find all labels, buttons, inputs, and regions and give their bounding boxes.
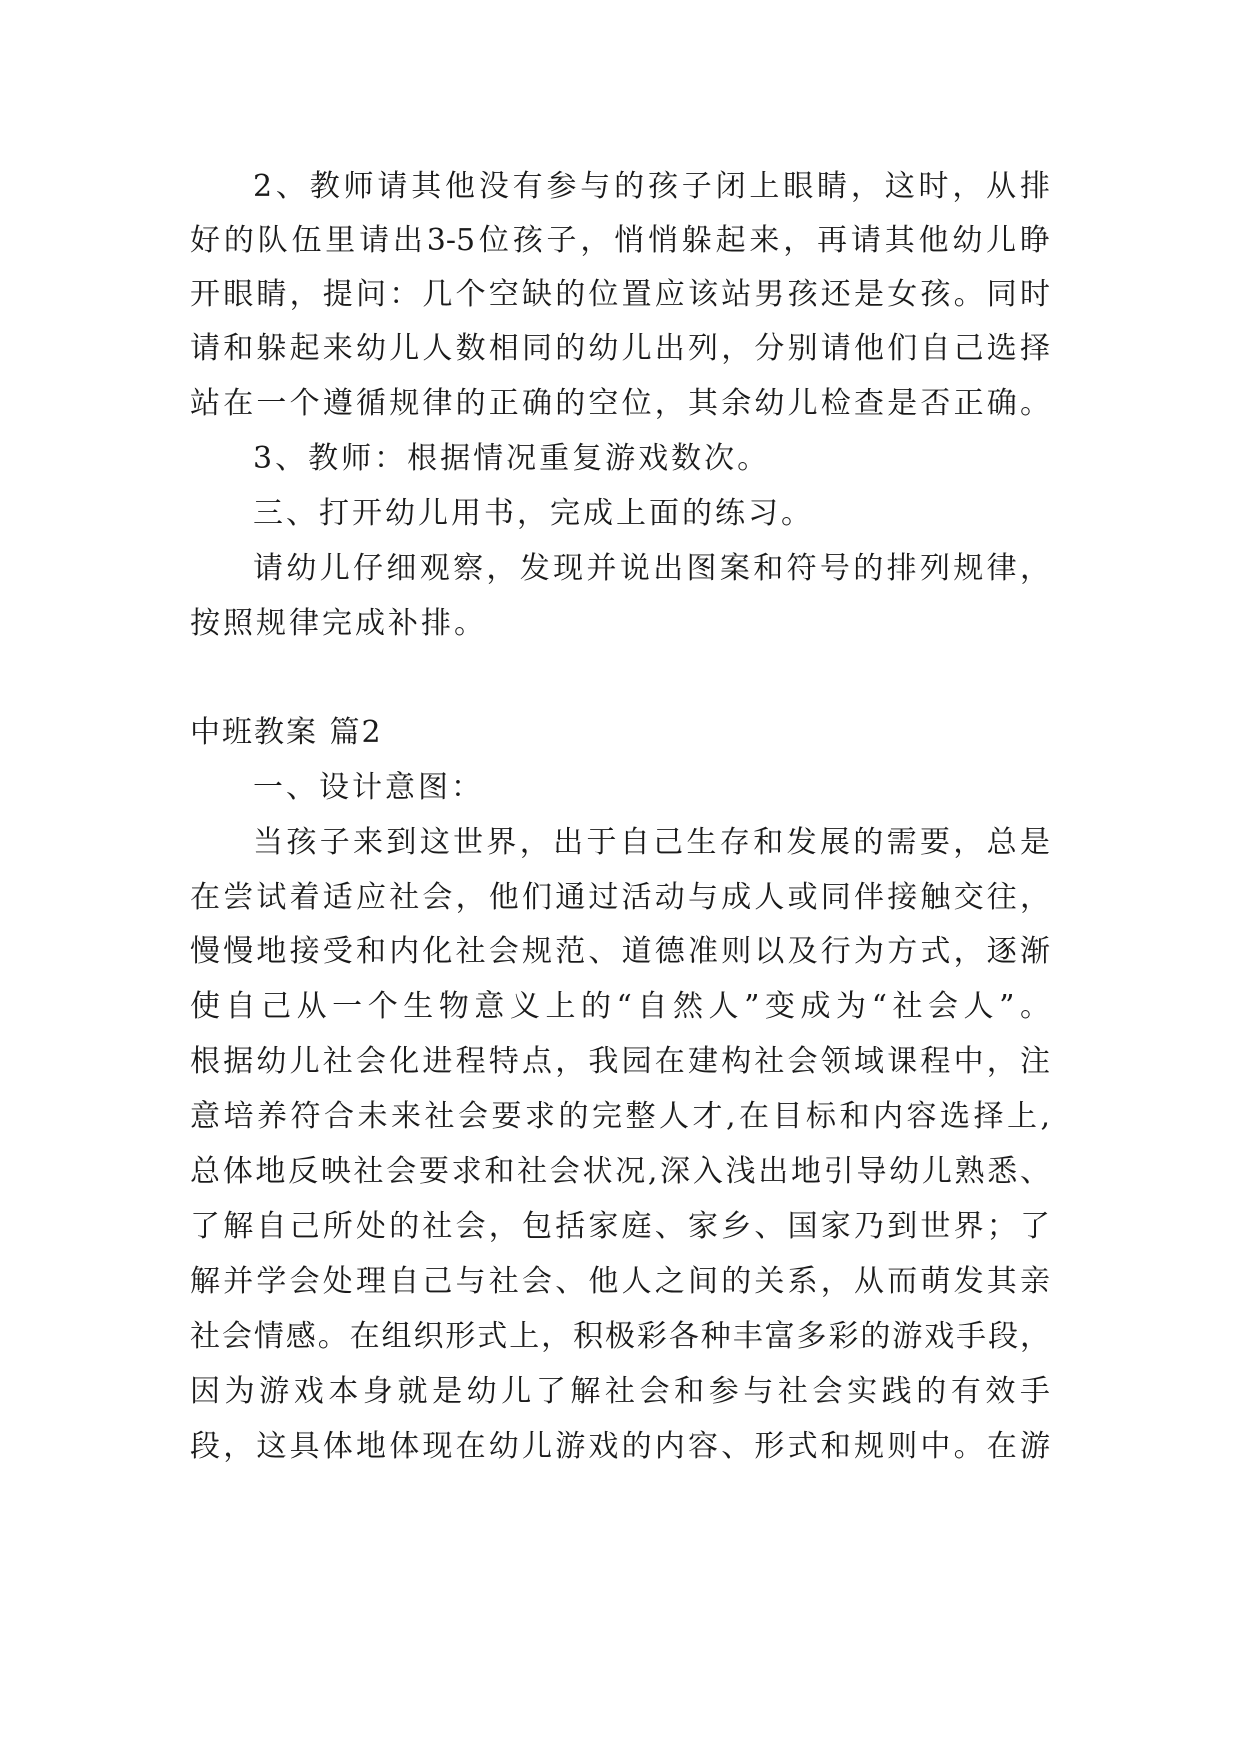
paragraph-line: 段，这具体地体现在幼儿游戏的内容、形式和规则中。在游 [190, 1429, 1050, 1464]
paragraph-line: 2、教师请其他没有参与的孩子闭上眼睛，这时，从排 [253, 169, 1050, 204]
paragraph-line: 站在一个遵循规律的正确的空位，其余幼儿检查是否正确。 [190, 386, 1050, 421]
paragraph-line: 意培养符合未来社会要求的完整人才,在目标和内容选择上, [190, 1099, 1050, 1134]
paragraph-line: 了解自己所处的社会，包括家庭、家乡、国家乃到世界；了 [190, 1209, 1050, 1244]
paragraph-line: 根据幼儿社会化进程特点，我园在建构社会领域课程中，注 [190, 1044, 1050, 1079]
paragraph-line: 总体地反映社会要求和社会状况,深入浅出地引导幼儿熟悉、 [190, 1154, 1050, 1189]
section-heading: 中班教案 篇2 [190, 715, 383, 750]
paragraph-line: 社会情感。在组织形式上，积极彩各种丰富多彩的游戏手段， [190, 1319, 1050, 1354]
paragraph-line: 解并学会处理自己与社会、他人之间的关系，从而萌发其亲 [190, 1264, 1050, 1299]
paragraph-line: 开眼睛，提问：几个空缺的位置应该站男孩还是女孩。同时 [190, 277, 1050, 312]
paragraph-line: 在尝试着适应社会，他们通过活动与成人或同伴接触交往， [190, 880, 1050, 915]
paragraph-line: 因为游戏本身就是幼儿了解社会和参与社会实践的有效手 [190, 1374, 1050, 1409]
paragraph-line: 当孩子来到这世界，出于自己生存和发展的需要，总是 [253, 825, 1050, 860]
paragraph-line: 三、打开幼儿用书，完成上面的练习。 [253, 496, 814, 531]
paragraph-line: 好的队伍里请出3-5位孩子，悄悄躲起来，再请其他幼儿睁 [190, 223, 1050, 258]
paragraph-line: 3、教师：根据情况重复游戏数次。 [253, 441, 771, 476]
paragraph-line: 使自己从一个生物意义上的“自然人”变成为“社会人”。 [190, 989, 1050, 1024]
paragraph-line: 按照规律完成补排。 [190, 606, 487, 641]
paragraph-line: 慢慢地接受和内化社会规范、道德准则以及行为方式，逐渐 [190, 934, 1050, 969]
subsection-heading: 一、设计意图： [253, 770, 484, 805]
paragraph-line: 请幼儿仔细观察，发现并说出图案和符号的排列规律， [253, 551, 1050, 586]
paragraph-line: 请和躲起来幼儿人数相同的幼儿出列，分别请他们自己选择 [190, 331, 1050, 366]
